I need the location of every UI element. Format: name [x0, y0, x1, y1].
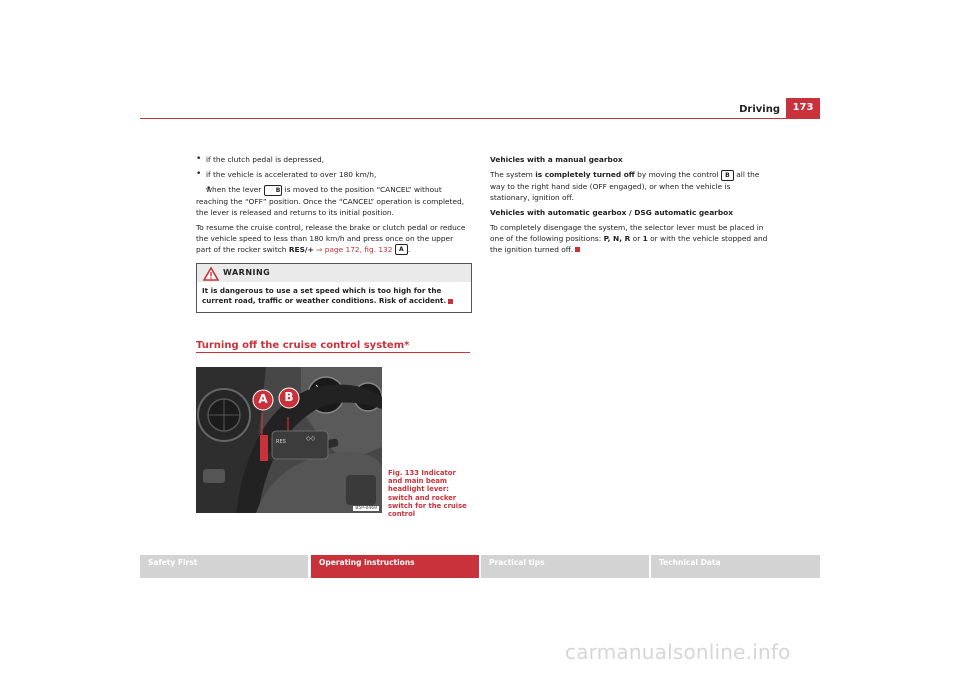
page-number: 173	[786, 98, 820, 118]
bullet-speed: • if the vehicle is accelerated to over 180 km/h,	[196, 169, 470, 180]
automatic-gearbox-heading: Vehicles with automatic gearbox / DSG automatic gearbox	[490, 207, 733, 217]
header-divider	[140, 118, 820, 119]
section-title: Turning off the cruise control system*	[196, 340, 410, 351]
figure-code: B5P-0469	[355, 506, 377, 511]
warning-box	[196, 263, 472, 313]
warning-title: WARNING	[223, 268, 271, 277]
figure-cruise-control-lever	[196, 367, 382, 513]
footer-tab-safety-first[interactable]: Safety First	[140, 555, 308, 578]
right-column	[490, 154, 770, 259]
footer-tab-practical-tips[interactable]: Practical tips	[481, 555, 649, 578]
manual-gearbox-heading: Vehicles with a manual gearbox	[490, 155, 623, 164]
page-header-title: Driving	[739, 104, 780, 115]
svg-text:◇◇: ◇◇	[306, 435, 316, 442]
warning-triangle-icon	[203, 266, 219, 285]
callout-box-a: A	[395, 244, 408, 255]
callout-a-label: A	[258, 392, 268, 406]
bullet-lever: • when the lever B is moved to the position “CANCEL” without reaching the “OFF” position. Once the “CANCEL” operation is completed, the lever is released and returns to its initial position.	[196, 184, 470, 218]
footer-tab-technical-data[interactable]: Technical Data	[651, 555, 820, 578]
svg-text:RES: RES	[276, 439, 286, 445]
resume-paragraph: To resume the cruise control, release the brake or clutch pedal or reduce the vehicle speed to less than 180 km/h and press once on the upper part of the rocker switch RES/+ ⇒ page 172, fig. 132 A .	[196, 222, 466, 254]
warning-header	[197, 264, 471, 282]
automatic-gearbox-text: To completely disengage the system, the selector lever must be placed in one of the following positions: P, N, R or 1 or with the vehicle stopped and the ignition turned off.	[490, 222, 768, 254]
end-marker-icon	[575, 247, 580, 252]
section-divider	[196, 352, 470, 353]
left-column	[196, 154, 470, 259]
callout-box-b-right: B	[721, 170, 734, 181]
page-reference-link[interactable]: ⇒ page 172, fig. 132	[316, 244, 393, 254]
manual-gearbox-text: The system is completely turned off by moving the control B all the way to the right hand side (OFF engaged), or when the vehicle is stationary, ignition off.	[490, 170, 760, 202]
figure-caption: Fig. 133 Indicator and main beam headlight lever: switch and rocker switch for the cruise control	[388, 469, 467, 519]
watermark: carmanualsonline.info	[565, 640, 791, 664]
callout-box-b: B	[264, 185, 283, 196]
warning-text: It is dangerous to use a set speed which is too high for the current road, traffic or weather conditions. Risk of accident.	[197, 282, 471, 306]
callout-b-label: B	[284, 390, 294, 404]
end-marker-icon	[448, 299, 453, 304]
bullet-clutch: • if the clutch pedal is depressed,	[196, 154, 470, 165]
footer-tab-operating-instructions[interactable]: Operating instructions	[311, 555, 479, 578]
